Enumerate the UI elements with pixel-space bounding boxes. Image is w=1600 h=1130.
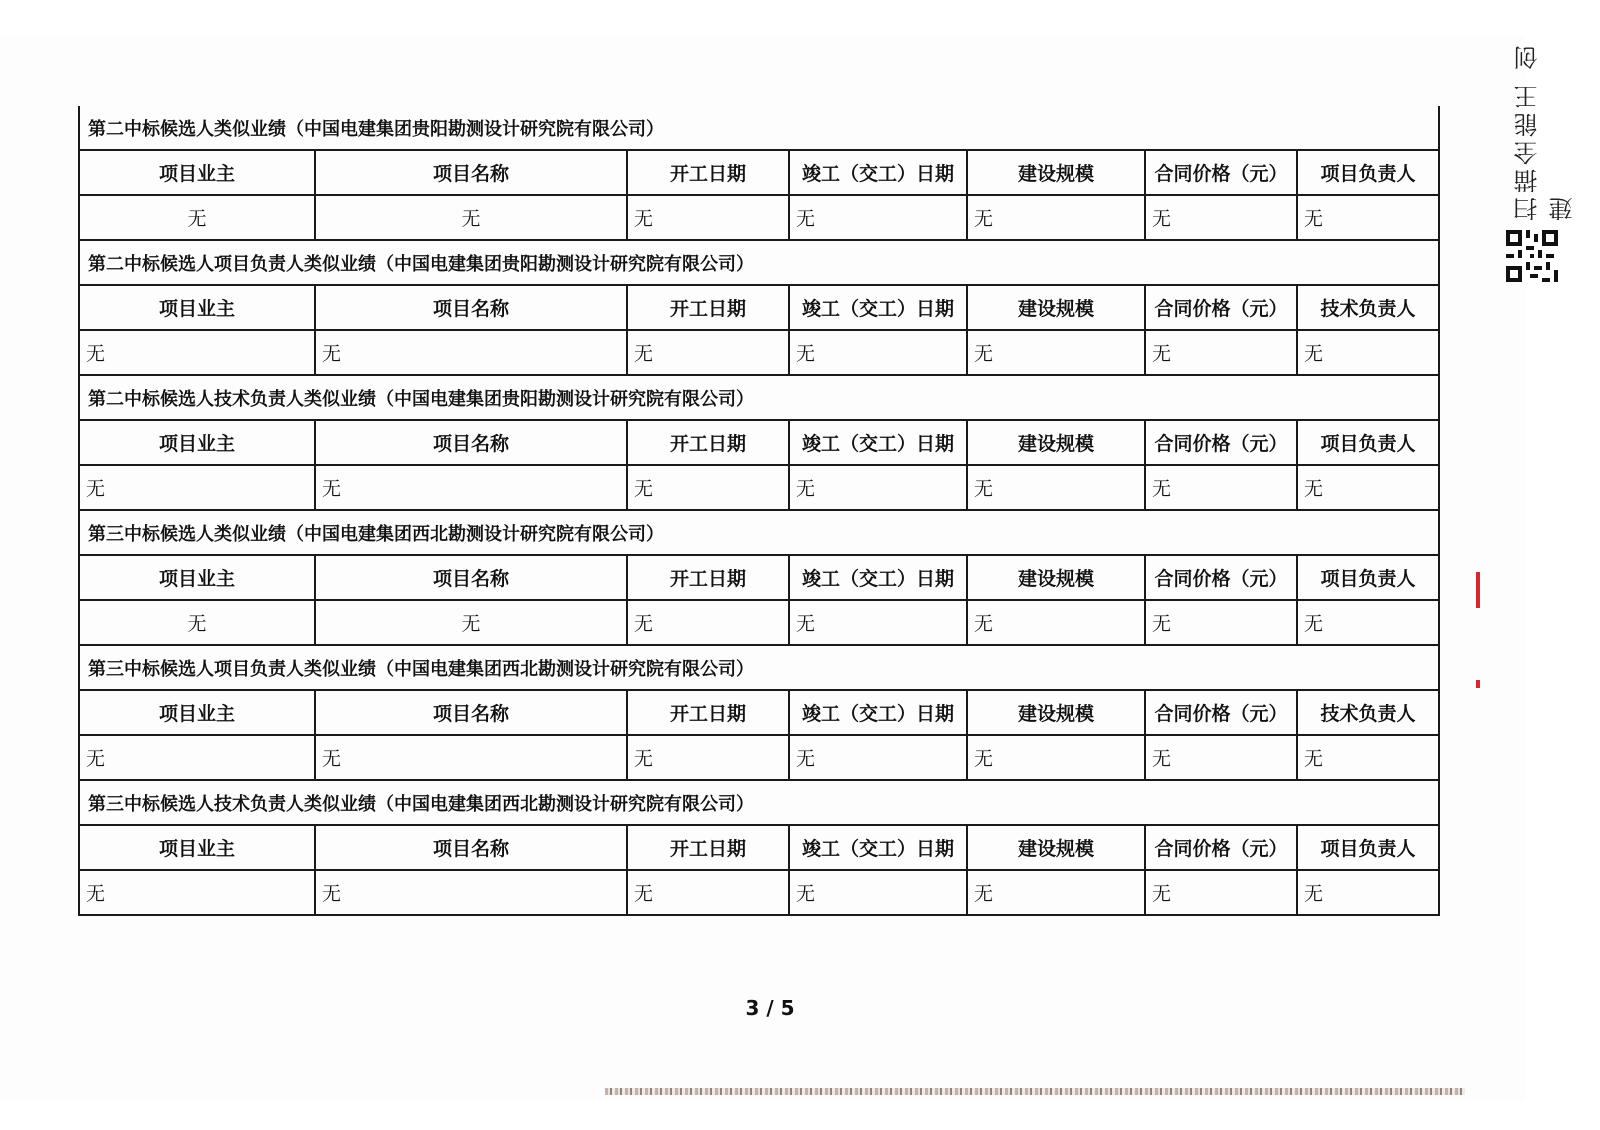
table-cell: 无 <box>315 870 627 915</box>
column-header: 竣工（交工）日期 <box>789 690 967 735</box>
column-header: 项目业主 <box>79 150 315 195</box>
column-header: 项目业主 <box>79 285 315 330</box>
table-cell: 无 <box>789 870 967 915</box>
column-header: 技术负责人 <box>1297 285 1439 330</box>
column-header: 项目名称 <box>315 825 627 870</box>
section-title: 第二中标候选人类似业绩（中国电建集团贵阳勘测设计研究院有限公司） <box>79 106 1439 150</box>
section-title-row <box>79 510 1439 555</box>
table-cell: 无 <box>789 465 967 510</box>
table-row <box>79 600 1439 645</box>
table-cell: 无 <box>79 600 315 645</box>
table-cell: 无 <box>967 735 1145 780</box>
table-cell: 无 <box>1145 195 1297 240</box>
section-title-row <box>79 780 1439 825</box>
table-cell: 无 <box>627 465 789 510</box>
column-header: 项目业主 <box>79 420 315 465</box>
column-header: 合同价格（元） <box>1145 285 1297 330</box>
column-header: 合同价格（元） <box>1145 555 1297 600</box>
page-indicator: 3 / 5 <box>745 996 795 1020</box>
table-cell: 无 <box>789 735 967 780</box>
qr-code-icon <box>1506 230 1558 282</box>
column-header: 竣工（交工）日期 <box>789 825 967 870</box>
table-cell: 无 <box>789 600 967 645</box>
column-header: 项目负责人 <box>1297 555 1439 600</box>
table-cell: 无 <box>315 330 627 375</box>
column-header: 竣工（交工）日期 <box>789 555 967 600</box>
table-cell: 无 <box>967 870 1145 915</box>
section-title-row <box>79 375 1439 420</box>
table-cell: 无 <box>1297 195 1439 240</box>
column-header: 合同价格（元） <box>1145 420 1297 465</box>
header-row <box>79 420 1439 465</box>
table-cell: 无 <box>1297 735 1439 780</box>
red-stamp-fragment <box>1476 572 1480 608</box>
header-row <box>79 825 1439 870</box>
column-header: 建设规模 <box>967 825 1145 870</box>
table-cell: 无 <box>79 195 315 240</box>
column-header: 合同价格（元） <box>1145 825 1297 870</box>
table-cell: 无 <box>967 195 1145 240</box>
table-cell: 无 <box>315 465 627 510</box>
scan-edge-artifact <box>605 1088 1465 1095</box>
table-row <box>79 195 1439 240</box>
header-row <box>79 690 1439 735</box>
column-header: 合同价格（元） <box>1145 690 1297 735</box>
header-row <box>79 150 1439 195</box>
table-cell: 无 <box>315 600 627 645</box>
table-cell: 无 <box>627 330 789 375</box>
performance-table <box>78 106 1440 916</box>
column-header: 竣工（交工）日期 <box>789 420 967 465</box>
section-title-row <box>79 106 1439 150</box>
column-header: 项目名称 <box>315 555 627 600</box>
column-header: 建设规模 <box>967 555 1145 600</box>
column-header: 开工日期 <box>627 420 789 465</box>
table-cell: 无 <box>79 330 315 375</box>
column-header: 竣工（交工）日期 <box>789 150 967 195</box>
column-header: 建设规模 <box>967 150 1145 195</box>
section-title-row <box>79 645 1439 690</box>
table-cell: 无 <box>967 600 1145 645</box>
column-header: 建设规模 <box>967 285 1145 330</box>
section-title: 第二中标候选人项目负责人类似业绩（中国电建集团贵阳勘测设计研究院有限公司） <box>79 240 1439 285</box>
column-header: 项目名称 <box>315 285 627 330</box>
column-header: 项目业主 <box>79 555 315 600</box>
scanner-watermark: 扫描全能王 创建 <box>1514 41 1577 221</box>
table-cell: 无 <box>1145 870 1297 915</box>
table-row <box>79 465 1439 510</box>
table-cell: 无 <box>1145 330 1297 375</box>
table-cell: 无 <box>1297 465 1439 510</box>
table-row <box>79 735 1439 780</box>
table-cell: 无 <box>967 330 1145 375</box>
column-header: 项目名称 <box>315 420 627 465</box>
column-header: 项目业主 <box>79 825 315 870</box>
column-header: 开工日期 <box>627 690 789 735</box>
column-header: 项目负责人 <box>1297 420 1439 465</box>
table-cell: 无 <box>627 735 789 780</box>
table-cell: 无 <box>627 870 789 915</box>
table-cell: 无 <box>1297 600 1439 645</box>
column-header: 合同价格（元） <box>1145 150 1297 195</box>
red-stamp-fragment <box>1476 680 1480 688</box>
column-header: 建设规模 <box>967 690 1145 735</box>
column-header: 开工日期 <box>627 285 789 330</box>
header-row <box>79 555 1439 600</box>
column-header: 技术负责人 <box>1297 690 1439 735</box>
section-title-row <box>79 240 1439 285</box>
table-row <box>79 330 1439 375</box>
column-header: 开工日期 <box>627 825 789 870</box>
table-cell: 无 <box>627 195 789 240</box>
table-cell: 无 <box>1297 330 1439 375</box>
table-cell: 无 <box>1145 600 1297 645</box>
section-title: 第三中标候选人项目负责人类似业绩（中国电建集团西北勘测设计研究院有限公司） <box>79 645 1439 690</box>
column-header: 开工日期 <box>627 555 789 600</box>
column-header: 项目名称 <box>315 150 627 195</box>
header-row <box>79 285 1439 330</box>
table-cell: 无 <box>789 330 967 375</box>
section-title: 第三中标候选人技术负责人类似业绩（中国电建集团西北勘测设计研究院有限公司） <box>79 780 1439 825</box>
column-header: 竣工（交工）日期 <box>789 285 967 330</box>
column-header: 项目负责人 <box>1297 825 1439 870</box>
section-title: 第二中标候选人技术负责人类似业绩（中国电建集团贵阳勘测设计研究院有限公司） <box>79 375 1439 420</box>
table-cell: 无 <box>1145 465 1297 510</box>
table-row <box>79 870 1439 915</box>
section-title: 第三中标候选人类似业绩（中国电建集团西北勘测设计研究院有限公司） <box>79 510 1439 555</box>
table-cell: 无 <box>79 870 315 915</box>
table-cell: 无 <box>315 735 627 780</box>
column-header: 项目业主 <box>79 690 315 735</box>
table-cell: 无 <box>1145 735 1297 780</box>
table-cell: 无 <box>967 465 1145 510</box>
table-cell: 无 <box>627 600 789 645</box>
table-cell: 无 <box>315 195 627 240</box>
table-cell: 无 <box>789 195 967 240</box>
table-cell: 无 <box>1297 870 1439 915</box>
column-header: 项目名称 <box>315 690 627 735</box>
column-header: 建设规模 <box>967 420 1145 465</box>
table-cell: 无 <box>79 735 315 780</box>
column-header: 开工日期 <box>627 150 789 195</box>
column-header: 项目负责人 <box>1297 150 1439 195</box>
table-cell: 无 <box>79 465 315 510</box>
